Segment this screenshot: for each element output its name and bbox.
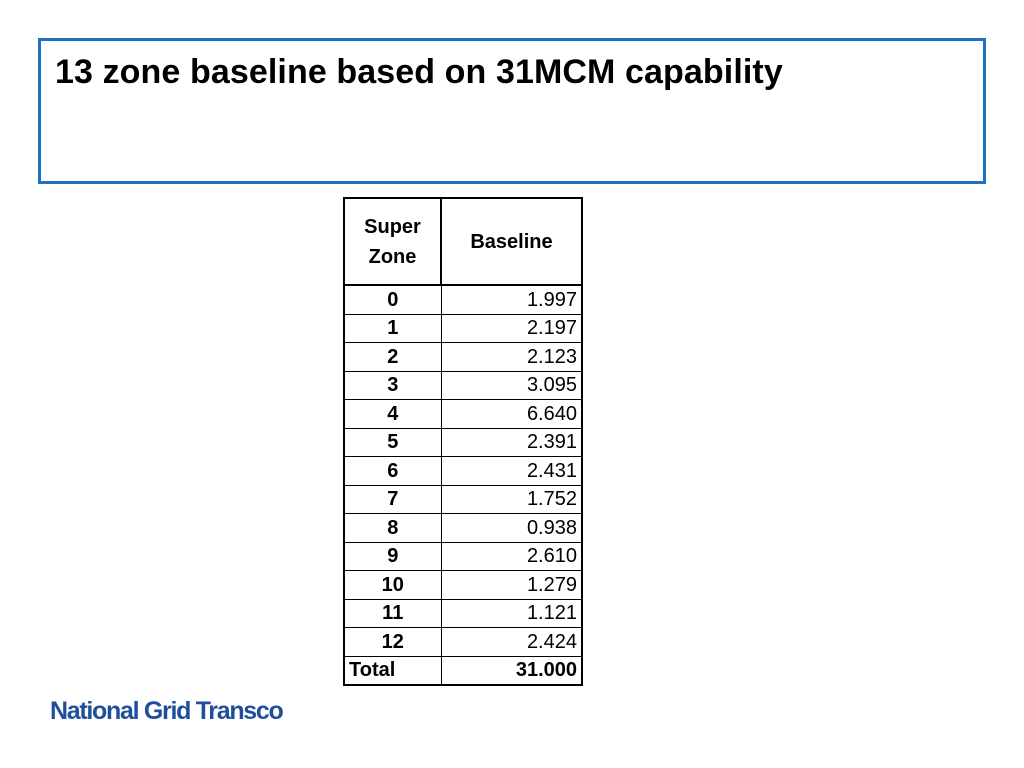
table-row — [344, 599, 582, 628]
zone-cell: 10 — [344, 571, 441, 600]
total-value: 31.000 — [441, 656, 582, 685]
table-row — [344, 428, 582, 457]
zone-cell: 6 — [344, 457, 441, 486]
zone-cell: 1 — [344, 314, 441, 343]
total-label: Total — [344, 656, 441, 685]
zone-cell: 5 — [344, 428, 441, 457]
zone-cell: 12 — [344, 628, 441, 657]
table-row — [344, 343, 582, 372]
baseline-table — [343, 197, 583, 686]
table-row — [344, 285, 582, 314]
table-row — [344, 314, 582, 343]
table-header-row — [344, 198, 582, 285]
baseline-table-container — [343, 197, 583, 686]
baseline-value-cell: 2.123 — [441, 343, 582, 372]
super-zone-header-line1: Super — [364, 215, 421, 238]
baseline-value-cell: 1.279 — [441, 571, 582, 600]
table-row — [344, 514, 582, 543]
zone-cell: 11 — [344, 599, 441, 628]
table-row — [344, 628, 582, 657]
baseline-value-cell: 0.938 — [441, 514, 582, 543]
baseline-value-cell: 6.640 — [441, 400, 582, 429]
baseline-value-cell: 1.752 — [441, 485, 582, 514]
zone-cell: 2 — [344, 343, 441, 372]
zone-cell: 9 — [344, 542, 441, 571]
baseline-value-cell: 2.431 — [441, 457, 582, 486]
baseline-value-cell: 1.997 — [441, 285, 582, 314]
zone-cell: 0 — [344, 285, 441, 314]
table-row — [344, 400, 582, 429]
title-box — [38, 38, 986, 184]
total-row — [344, 656, 582, 685]
table-row — [344, 542, 582, 571]
baseline-value-cell: 2.391 — [441, 428, 582, 457]
baseline-value-cell: 1.121 — [441, 599, 582, 628]
zone-cell: 8 — [344, 514, 441, 543]
zone-cell: 3 — [344, 371, 441, 400]
table-row — [344, 485, 582, 514]
table-row — [344, 371, 582, 400]
zone-cell: 7 — [344, 485, 441, 514]
baseline-value-cell: 2.610 — [441, 542, 582, 571]
slide-title: 13 zone baseline based on 31MCM capability — [55, 53, 783, 91]
table-row — [344, 457, 582, 486]
zone-cell: 4 — [344, 400, 441, 429]
baseline-value-cell: 2.424 — [441, 628, 582, 657]
super-zone-header-line2: Zone — [368, 245, 417, 268]
super-zone-header — [344, 198, 441, 285]
baseline-header: Baseline — [441, 198, 582, 285]
baseline-value-cell: 2.197 — [441, 314, 582, 343]
baseline-value-cell: 3.095 — [441, 371, 582, 400]
national-grid-transco-logo: National Grid Transco — [50, 697, 283, 725]
table-row — [344, 571, 582, 600]
